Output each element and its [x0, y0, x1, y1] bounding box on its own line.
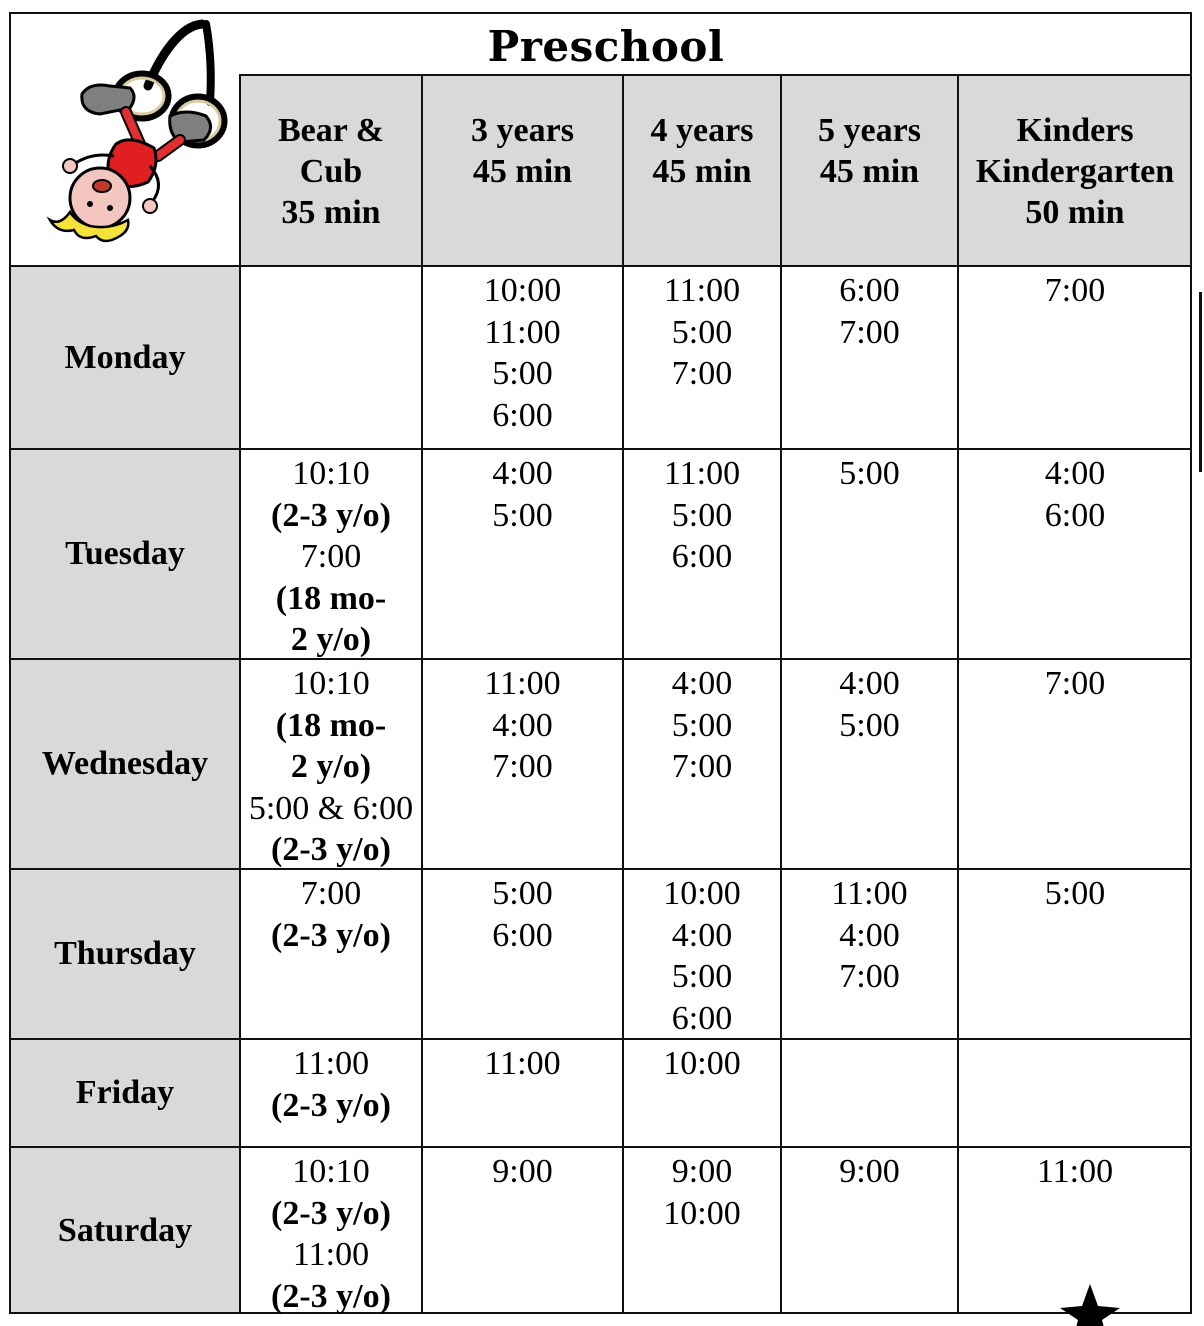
time-entry: 4:00 — [671, 916, 733, 954]
time-entry: 4:00 — [671, 665, 733, 702]
column-header-5-years: 5 years 45 min — [818, 112, 921, 190]
time-entry: 5:00 — [671, 313, 733, 351]
time-entry: 11:00 — [292, 1045, 370, 1082]
time-entry: 5:00 — [1044, 875, 1106, 912]
cell-wednesday-5-years — [782, 663, 957, 746]
time-entry: 7:00 — [1044, 665, 1106, 702]
cell-thursday-3-years — [423, 873, 622, 956]
time-entry: 7:00 — [839, 313, 900, 351]
cell-tuesday-3-years — [423, 453, 622, 536]
time-entry: 9:00 — [492, 1153, 553, 1190]
cell-wednesday-4-years — [624, 663, 780, 788]
time-entry: 4:00 — [1044, 455, 1106, 492]
time-entry: 5:00 — [492, 355, 553, 392]
time-entry: 10:00 — [663, 1045, 741, 1082]
time-entry: 10:10 — [292, 1153, 370, 1190]
time-entry: 2 y/o) — [290, 621, 372, 658]
star-icon — [1060, 1282, 1120, 1326]
page-title: Preschool — [487, 22, 725, 71]
column-header-4-years: 4 years 45 min — [650, 112, 754, 190]
time-entry: 6:00 — [671, 538, 733, 575]
time-entry: (2-3 y/o) — [271, 1277, 391, 1315]
cell-monday-4-years — [624, 270, 780, 395]
time-entry: 11:00 — [663, 272, 741, 309]
time-entry: 7:00 — [671, 748, 733, 785]
cell-tuesday-kinders — [959, 453, 1191, 536]
column-header-bear-cub: Bear & Cub 35 min — [277, 111, 385, 231]
time-entry: 6:00 — [1044, 496, 1106, 534]
row-label-saturday: Saturday — [57, 1212, 193, 1249]
column-header-3-years: 3 years 45 min — [471, 112, 574, 190]
cell-saturday-4-years — [624, 1151, 780, 1234]
time-entry: 7:00 — [671, 355, 733, 392]
time-entry: 9:00 — [839, 1153, 900, 1190]
cell-saturday-kinders — [959, 1151, 1191, 1193]
row-label-thursday: Thursday — [54, 935, 196, 972]
cell-friday-4-years — [624, 1043, 780, 1085]
cell-wednesday-kinders — [959, 663, 1191, 705]
time-entry: 7:00 — [839, 958, 900, 995]
gymnast-clipart — [30, 16, 230, 246]
time-entry: 5:00 — [671, 958, 733, 995]
time-entry: 7:00 — [300, 875, 362, 912]
row-label-friday: Friday — [75, 1074, 175, 1111]
cell-tuesday-bear-cub — [241, 453, 421, 661]
time-entry: (2-3 y/o) — [271, 831, 391, 868]
time-entry: 5:00 — [492, 875, 553, 912]
time-entry: 5:00 & 6:00 — [248, 789, 414, 827]
time-entry: 5:00 — [671, 496, 733, 534]
cell-thursday-4-years — [624, 873, 780, 1039]
cell-monday-kinders — [959, 270, 1191, 312]
cell-friday-bear-cub — [241, 1043, 421, 1126]
time-entry: 11:00 — [292, 1236, 370, 1273]
time-entry: 11:00 — [484, 313, 561, 351]
cell-saturday-bear-cub — [241, 1151, 421, 1317]
time-entry: 11:00 — [484, 665, 561, 702]
time-entry: 10:10 — [292, 455, 370, 492]
cell-wednesday-bear-cub — [241, 663, 421, 871]
time-entry: 4:00 — [492, 455, 553, 492]
time-entry: 7:00 — [300, 538, 362, 575]
cell-thursday-5-years — [782, 873, 957, 998]
time-entry: 5:00 — [839, 706, 900, 744]
time-entry: 10:00 — [663, 875, 741, 912]
time-entry: (2-3 y/o) — [271, 916, 391, 954]
cell-thursday-bear-cub — [241, 873, 421, 956]
time-entry: 7:00 — [492, 748, 553, 785]
time-entry: 11:00 — [663, 455, 741, 492]
time-entry: 10:10 — [292, 665, 370, 702]
time-entry: 11:00 — [1036, 1153, 1114, 1190]
row-label-wednesday: Wednesday — [41, 745, 209, 782]
time-entry: 7:00 — [1044, 272, 1106, 309]
time-entry: (18 mo- — [275, 579, 387, 617]
cell-friday-3-years — [423, 1043, 622, 1085]
time-entry: 9:00 — [671, 1153, 733, 1190]
grid-line — [239, 74, 1191, 76]
time-entry: 11:00 — [831, 875, 908, 912]
time-entry: 2 y/o) — [290, 748, 372, 785]
time-entry: 5:00 — [492, 496, 553, 534]
time-entry: 6:00 — [492, 916, 553, 954]
time-entry: 4:00 — [839, 916, 900, 954]
row-label-tuesday: Tuesday — [65, 535, 185, 572]
time-entry: 10:00 — [483, 272, 562, 309]
cell-saturday-3-years — [423, 1151, 622, 1193]
time-entry: 5:00 — [839, 455, 900, 492]
cell-thursday-kinders — [959, 873, 1191, 915]
side-mark — [1199, 292, 1202, 472]
cell-tuesday-4-years — [624, 453, 780, 578]
cell-tuesday-5-years — [782, 453, 957, 495]
time-entry: 4:00 — [492, 706, 553, 744]
row-label-monday: Monday — [64, 338, 186, 376]
time-entry: (2-3 y/o) — [271, 496, 391, 534]
time-entry: 4:00 — [839, 665, 900, 702]
time-entry: (2-3 y/o) — [271, 1086, 391, 1124]
time-entry: 11:00 — [484, 1045, 561, 1082]
column-header-kinders: Kinders Kindergarten 50 min — [975, 111, 1175, 231]
time-entry: 6:00 — [839, 272, 900, 309]
time-entry: (2-3 y/o) — [271, 1194, 391, 1232]
time-entry: 6:00 — [492, 396, 553, 434]
cell-monday-5-years — [782, 270, 957, 353]
time-entry: 10:00 — [663, 1194, 741, 1232]
cell-saturday-5-years — [782, 1151, 957, 1193]
cell-wednesday-3-years — [423, 663, 622, 788]
time-entry: (18 mo- — [275, 706, 387, 744]
cell-monday-3-years — [423, 270, 622, 436]
time-entry: 6:00 — [671, 999, 733, 1037]
time-entry: 5:00 — [671, 706, 733, 744]
